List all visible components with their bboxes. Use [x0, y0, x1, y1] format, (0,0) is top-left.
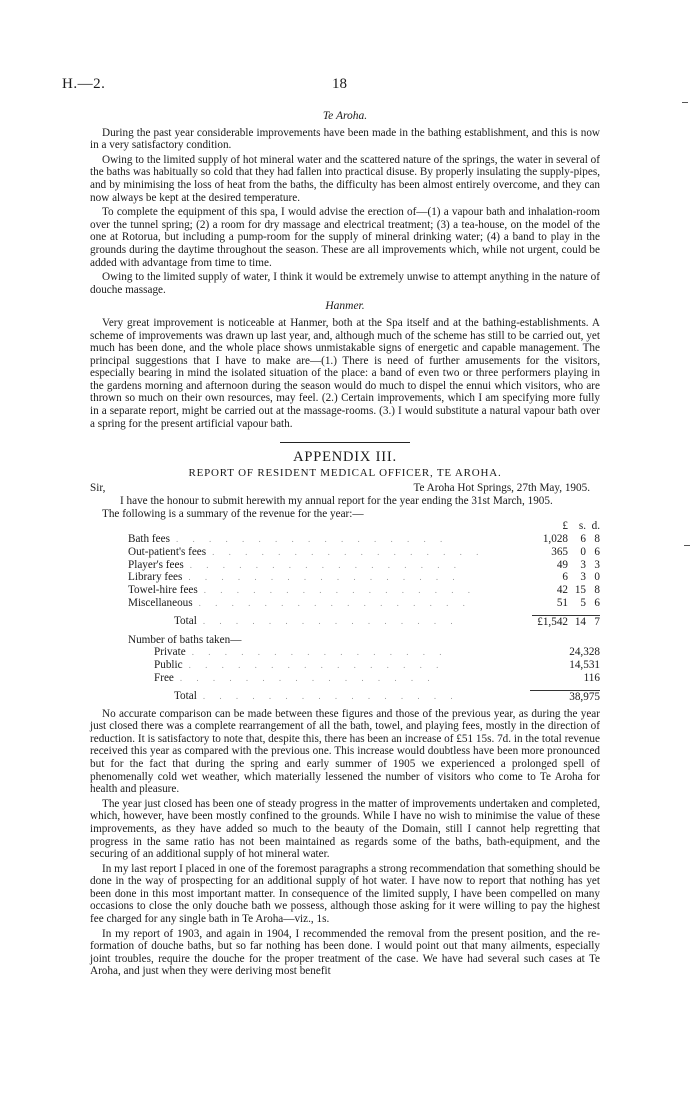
te-aroha-section [90, 110, 600, 978]
table-row: Player's fees . . . . . . . . . . . . . . . . . 49 3 3 [128, 558, 600, 571]
paragraph: In my report of 1903, and again in 1904, I recommended the removal from the present position, and the re-formation of douche baths, but so far nothing has been done. I would point out that many ailments, especially joint troubles, require the douche for the proper treatment of the case. We have had several such cases at Te Aroha, and just when they were deriving most benefit [90, 927, 600, 978]
paragraph: No accurate comparison can be made between these figures and those of the previous year, as during the year just closed there was a complete rearrangement of all the bath, towel, and playing fees, mostly in the direction of reduction. It is satisfactory to note that, despite this, there has been an increase of £51 15s. 7d. in the total revenue received this year as compared with the previous one. This increase would doubtless have been more pronounced but for the fact that during the spring and early summer of 1905 we experienced a prolonged spell of phenomenally cold wet weather, which materially lessened the number of visitors who come to Te Aroha for health and pleasure. [90, 707, 600, 796]
section-heading-te-aroha: Te Aroha. [322, 110, 368, 122]
paragraph: Owing to the limited supply of hot mineral water and the scattered nature of the springs, the water in several of the baths was habitually so cold that they had fallen into practical disuse. By properly insulating the supply-pipes, and by minimising the loss of heat from the baths, the difficulty has been almost entirely overcome, and they can now always be kept at the desired temperature. [90, 153, 600, 204]
table-row: Out-patient's fees . . . . . . . . . . . . . . . . . 365 0 6 [128, 545, 600, 558]
table-row: Free . . . . . . . . . . . . . . . . 116 [154, 671, 600, 684]
table-total-row: Total . . . . . . . . . . . . . . . . £1,542 14 7 [174, 614, 600, 628]
series-code: H.—2. [62, 76, 106, 92]
table-total-row: Total . . . . . . . . . . . . . . . . 38,975 [174, 689, 600, 703]
paragraph: Owing to the limited supply of water, I think it would be extremely unwise to attempt anything in the nature of douche massage. [90, 271, 600, 296]
revenue-table [128, 520, 600, 703]
paragraph: During the past year considerable improvements have been made in the bathing establishment, and this is now in a very satisfactory condition. [90, 126, 600, 152]
margin-mark [684, 545, 690, 546]
table-row: Public . . . . . . . . . . . . . . . . 14,531 [154, 659, 600, 672]
paragraph: Very great improvement is noticeable at Hanmer, both at the Spa itself and at the bathing-establishments. A scheme of improvements was drawn up last year, and, although much of the scheme has still to be carried out, yet much has been done, and the whole place shows unmistakable signs of energetic and capable management. The principal suggestions that I have to make are—(1.) There is need of further amusements for the visitors, especially bearing in mind the isolated situation of the place: a band of even two or three performers playing in the gardens morning and afternoon during the season would do much to dispel the ennui which visitors, who are thrown so much on their own resources, may feel. (2.) Certain improvements, which I am specifying more fully in a separate report, might be carried out at the massage-rooms. (3.) I would substitute a natural vapour bath over a spring for the present artificial vapour bath. [90, 316, 600, 430]
paragraph: The year just closed has been one of steady progress in the matter of improvements undertaken and completed, which, however, have been mostly confined to the grounds. While I have no wish to minimise the value of these improvements, as they have added so much to the beauty of the Domain, still I cannot help regretting that progress in the same ratio has not been maintained as regards some of the baths, bath-equipment, and the securing of an additional supply of hot mineral water. [90, 797, 600, 861]
paragraph: To complete the equipment of this spa, I would advise the erection of—(1) a vapour bath and inhalation-room over the tunnel spring; (2) a room for dry massage and electrical treatment; (3) a tea-house, on the model of the one at Rotorua, but including a pump-room for the supply of mineral drinking water; (4) a band to play in the grounds during the daytime throughout the season. These are all improvements which, while not urgent, could be added with advantage from time to time. [90, 206, 600, 269]
currency-header: s. [578, 520, 586, 533]
place-date: Te Aroha Hot Springs, 27th May, 1905. [413, 482, 590, 495]
paragraph: The following is a summary of the revenue for the year:— [102, 507, 364, 520]
currency-header: £ [562, 520, 568, 533]
section-heading-hanmer: Hanmer. [325, 300, 365, 313]
section-divider [280, 442, 410, 443]
salutation: Sir, [90, 482, 106, 495]
currency-header: d. [591, 520, 600, 533]
table-row: Bath fees . . . . . . . . . . . . . . . . . 1,028 6 8 [128, 533, 600, 546]
table-row: Towel-hire fees . . . . . . . . . . . . . . . . . 42 15 8 [128, 584, 600, 597]
baths-heading: Number of baths taken— [128, 633, 242, 646]
table-row: Miscellaneous . . . . . . . . . . . . . . . . . 51 5 6 [128, 597, 600, 609]
paragraph: In my last report I placed in one of the foremost paragraphs a strong recommendation that something should be done in the way of prospecting for an additional supply of hot water. I have now to report that nothing has yet been done in this most important matter. In consequence of the limited supply, I have been compelled on many occasions to close the only douche bath we possess, although those asking for it were willing to pay the highest fee charged for any single bath in Te Aroha—viz., 1s. [90, 862, 600, 926]
appendix-subtitle: REPORT OF RESIDENT MEDICAL OFFICER, TE AROHA. [188, 466, 502, 479]
paragraph: I have the honour to submit herewith my annual report for the year ending the 31st March, 1905. [120, 495, 553, 508]
appendix-title: APPENDIX III. [293, 449, 397, 466]
margin-mark [682, 102, 688, 103]
table-row: Private . . . . . . . . . . . . . . . . 24,328 [154, 646, 600, 659]
table-row: Library fees . . . . . . . . . . . . . . . . . 6 3 0 [128, 571, 600, 584]
page-number: 18 [332, 76, 347, 92]
